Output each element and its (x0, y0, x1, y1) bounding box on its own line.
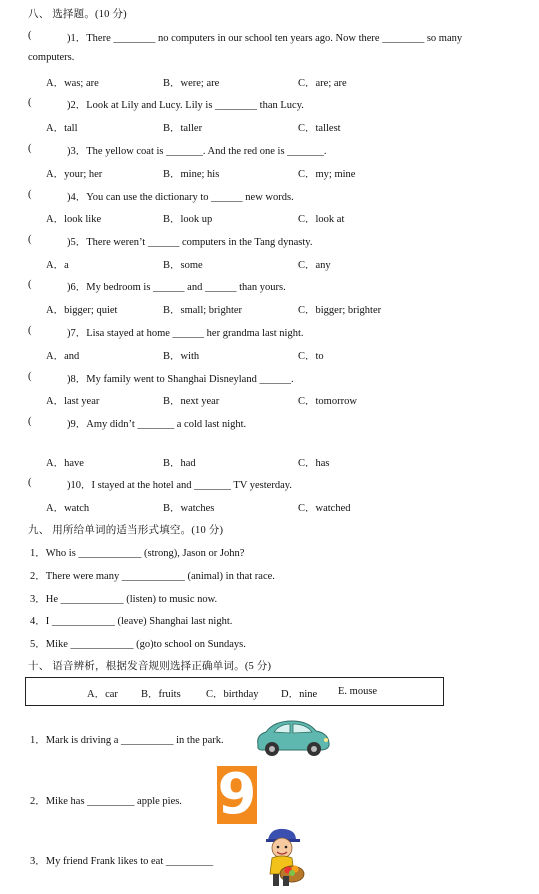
q5-option-a: A．a (46, 260, 69, 271)
word-option-b: B．fruits (141, 689, 181, 700)
word-option-a: A．car (87, 689, 118, 700)
q3-paren: ( (28, 143, 32, 154)
fill-item-5: 5．Mike ____________ (go)to school on Sundays. (30, 639, 246, 650)
q10-option-a: A．watch (46, 503, 90, 514)
section-10-header: 十、 语音辨析，根据发音规则选择正确单词。(5 分) (28, 661, 272, 672)
q3-option-c: C．my; mine (298, 169, 356, 180)
section-8-header: 八、 选择题。(10 分) (28, 9, 127, 20)
q3-option-b: B．mine; his (163, 169, 220, 180)
q7-option-a: A．and (46, 351, 80, 362)
q3-text: )3．The yellow coat is _______. And the red one is _______. (67, 146, 327, 157)
q8-option-c: C．tomorrow (298, 396, 357, 407)
q8-option-b: B．next year (163, 396, 220, 407)
q1-option-c: C．are; are (298, 78, 347, 89)
q5-paren: ( (28, 234, 32, 245)
boy-with-fruit-icon (258, 826, 308, 888)
q1-option-a: A．was; are (46, 78, 99, 89)
q8-text: )8．My family went to Shanghai Disneyland ______. (67, 374, 294, 385)
q9-option-a: A．have (46, 458, 84, 469)
q9-text: )9．Amy didn’t _______ a cold last night. (67, 419, 247, 430)
q10-text: )10．I stayed at the hotel and _______ TV yesterday. (67, 480, 292, 491)
fill-item-3: 3．He ____________ (listen) to music now. (30, 594, 218, 605)
q4-option-b: B．look up (163, 214, 213, 225)
q1-option-b: B．were; are (163, 78, 220, 89)
q2-paren: ( (28, 97, 32, 108)
q9-option-c: C．has (298, 458, 330, 469)
number-nine-icon: 9 (217, 762, 257, 827)
q7-option-b: B．with (163, 351, 200, 362)
q8-option-a: A．last year (46, 396, 100, 407)
q1-text: )1．There ________ no computers in our school ten years ago. Now there ________ so many (67, 33, 463, 44)
q5-text: )5．There weren’t ______ computers in the Tang dynasty. (67, 237, 313, 248)
q7-text: )7．Lisa stayed at home ______ her grandma last night. (67, 328, 304, 339)
q6-option-a: A．bigger; quiet (46, 305, 118, 316)
q9-option-b: B．had (163, 458, 196, 469)
word-option-d: D．nine (281, 689, 318, 700)
word-option-c: C．birthday (206, 689, 259, 700)
q10-option-c: C．watched (298, 503, 351, 514)
q10-paren: ( (28, 477, 32, 488)
q6-option-c: C．bigger; brighter (298, 305, 382, 316)
q10-option-b: B．watches (163, 503, 215, 514)
q8-paren: ( (28, 371, 32, 382)
phonics-item-2: 2．Mike has _________ apple pies. (30, 796, 182, 807)
q3-option-a: A．your; her (46, 169, 103, 180)
q1-paren: ( (28, 30, 32, 41)
q6-text: )6．My bedroom is ______ and ______ than yours. (67, 282, 286, 293)
word-option-e: E. mouse (338, 686, 378, 697)
q6-option-b: B．small; brighter (163, 305, 243, 316)
q5-option-c: C．any (298, 260, 331, 271)
q5-option-b: B．some (163, 260, 203, 271)
phonics-item-1: 1．Mark is driving a __________ in the park. (30, 735, 224, 746)
q2-option-c: C．tallest (298, 123, 341, 134)
q4-paren: ( (28, 189, 32, 200)
q7-option-c: C．to (298, 351, 324, 362)
phonics-item-3: 3．My friend Frank likes to eat _________ (30, 856, 214, 867)
q4-text: )4．You can use the dictionary to ______ new words. (67, 192, 294, 203)
q4-option-a: A．look like (46, 214, 102, 225)
q4-option-c: C．look at (298, 214, 345, 225)
fill-item-2: 2．There were many ____________ (animal) in that race. (30, 571, 275, 582)
car-icon (252, 715, 332, 759)
q2-text: )2．Look at Lily and Lucy. Lily is ________ than Lucy. (67, 100, 304, 111)
q9-paren: ( (28, 416, 32, 427)
fill-item-4: 4．I ____________ (leave) Shanghai last night. (30, 616, 233, 627)
q1-text-cont: computers. (28, 52, 75, 63)
word-options-box (25, 677, 444, 706)
q2-option-a: A．tall (46, 123, 78, 134)
fill-item-1: 1．Who is ____________ (strong), Jason or John? (30, 548, 245, 559)
q6-paren: ( (28, 279, 32, 290)
q2-option-b: B．taller (163, 123, 203, 134)
section-9-header: 九、 用所给单词的适当形式填空。(10 分) (28, 525, 224, 536)
q7-paren: ( (28, 325, 32, 336)
